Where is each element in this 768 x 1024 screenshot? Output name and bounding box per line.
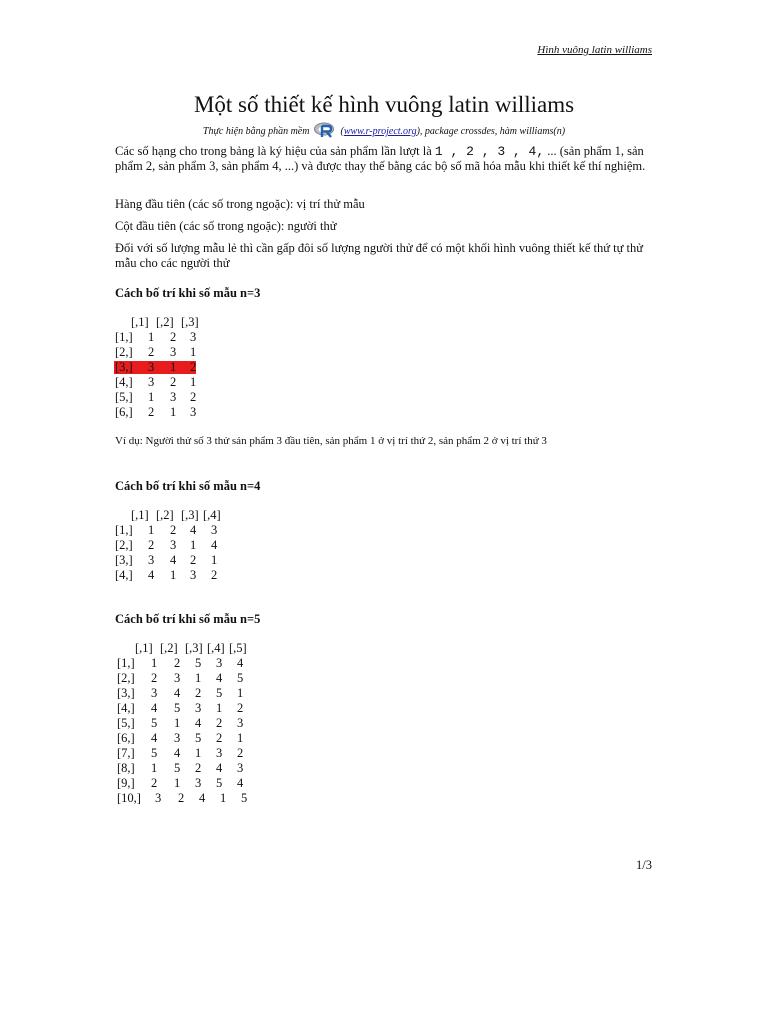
matrix-cell: 2 — [174, 656, 181, 670]
matrix-cell: 5 — [195, 656, 202, 670]
matrix-cell: 2 — [148, 345, 155, 359]
matrix-cell: 3 — [190, 330, 197, 344]
row-label: [3,] — [115, 553, 133, 567]
row-label: [5,] — [115, 390, 133, 404]
matrix-cell: 4 — [151, 731, 158, 745]
matrix-cell: 4 — [151, 701, 158, 715]
product-codes: 1 , 2 , 3 , 4, — [434, 144, 545, 159]
matrix-cell: 1 — [220, 791, 227, 805]
intro-paragraph-3: Cột đầu tiên (các số trong ngoặc): người thử — [115, 219, 337, 233]
intro-block — [115, 144, 655, 174]
matrix-cell: 5 — [174, 701, 181, 715]
column-header: [,2] — [160, 641, 178, 655]
matrix-cell: 3 — [190, 405, 197, 419]
row-label: [8,] — [117, 761, 135, 775]
row-label: [3,] — [115, 360, 133, 374]
intro-paragraph-2: Hàng đầu tiên (các số trong ngoặc): vị trí thử mẫu — [115, 197, 365, 211]
row-label: [4,] — [117, 701, 135, 715]
column-header: [,2] — [156, 315, 174, 329]
matrix-cell: 1 — [190, 375, 197, 389]
row-label: [9,] — [117, 776, 135, 790]
matrix-cell: 1 — [170, 568, 177, 582]
matrix-cell: 1 — [174, 776, 181, 790]
matrix-cell: 4 — [174, 686, 181, 700]
matrix-cell: 1 — [151, 761, 158, 775]
matrix-cell: 5 — [174, 761, 181, 775]
row-label: [10,] — [117, 791, 141, 805]
matrix-cell: 3 — [174, 671, 181, 685]
matrix-cell: 2 — [237, 746, 244, 760]
matrix-cell: 3 — [170, 390, 177, 404]
matrix-cell: 3 — [148, 375, 155, 389]
matrix-cell: 2 — [190, 553, 197, 567]
matrix-cell: 1 — [237, 731, 244, 745]
matrix-cell: 3 — [195, 701, 202, 715]
matrix-cell: 2 — [170, 375, 177, 389]
matrix-cell: 2 — [170, 330, 177, 344]
matrix-cell: 4 — [190, 523, 197, 537]
intro-text-b: ... (sản phẩm 1, sản phẩm 2, sản phẩm 3, sản phẩm 4, ...) và được thay thế bằng các bộ số mã hóa mẫu khi thiết kế thí nghiệm. — [115, 144, 646, 173]
matrix-cell: 3 — [237, 761, 244, 775]
matrix-cell: 5 — [237, 671, 244, 685]
matrix-cell: 3 — [190, 568, 197, 582]
matrix-cell: 1 — [170, 405, 177, 419]
matrix-cell: 1 — [148, 390, 155, 404]
intro-paragraph-1 — [115, 144, 655, 174]
row-label: [6,] — [117, 731, 135, 745]
matrix-cell: 2 — [216, 716, 223, 730]
matrix-cell: 5 — [195, 731, 202, 745]
column-header: [,1] — [131, 508, 149, 522]
matrix-cell: 4 — [216, 671, 223, 685]
row-label: [1,] — [117, 656, 135, 670]
matrix-cell: 1 — [216, 701, 223, 715]
matrix-cell: 1 — [170, 360, 177, 374]
matrix-cell: 1 — [237, 686, 244, 700]
matrix-cell: 3 — [195, 776, 202, 790]
section-heading-n3: Cách bố trí khi số mẫu n=3 — [115, 286, 261, 300]
matrix-cell: 4 — [216, 761, 223, 775]
matrix-cell: 1 — [174, 716, 181, 730]
matrix-cell: 3 — [216, 746, 223, 760]
matrix-cell: 2 — [216, 731, 223, 745]
column-header: [,4] — [207, 641, 225, 655]
row-label: [4,] — [115, 375, 133, 389]
subtitle-suffix: , package crossdes, hàm williams(n) — [419, 126, 566, 137]
page-title: Một số thiết kế hình vuông latin williams — [193, 92, 575, 117]
row-label: [1,] — [115, 330, 133, 344]
intro-paragraph-4: Đối với số lượng mẫu lẻ thì cần gấp đôi số lượng người thử để có một khối hình vuông thiết kế thứ tự thử mẫu cho các người thử — [115, 241, 643, 270]
running-header: Hình vuông latin williams — [537, 44, 652, 56]
matrix-cell: 2 — [178, 791, 185, 805]
matrix-cell: 2 — [237, 701, 244, 715]
matrix-cell: 3 — [174, 731, 181, 745]
row-label: [2,] — [117, 671, 135, 685]
matrix-cell: 1 — [190, 538, 197, 552]
column-header: [,2] — [156, 508, 174, 522]
subtitle-prefix: Thực hiện bằng phần mềm — [202, 126, 310, 137]
matrix-cell: 3 — [211, 523, 218, 537]
matrix-cell: 3 — [237, 716, 244, 730]
matrix-cell: 1 — [190, 345, 197, 359]
matrix-cell: 2 — [151, 776, 158, 790]
matrix-cell: 5 — [216, 686, 223, 700]
matrix-cell: 5 — [241, 791, 248, 805]
matrix-cell: 2 — [151, 671, 158, 685]
row-label: [4,] — [115, 568, 133, 582]
matrix-cell: 2 — [148, 538, 155, 552]
matrix-cell: 3 — [170, 345, 177, 359]
row-label: [5,] — [117, 716, 135, 730]
matrix-cell: 3 — [155, 791, 162, 805]
matrix-cell: 5 — [151, 716, 158, 730]
matrix-cell: 1 — [148, 330, 155, 344]
matrix-cell: 4 — [195, 716, 202, 730]
row-label: [1,] — [115, 523, 133, 537]
matrix-cell: 3 — [148, 360, 155, 374]
matrix-cell: 4 — [199, 791, 206, 805]
matrix-cell: 2 — [190, 360, 197, 374]
matrix-cell: 2 — [195, 686, 202, 700]
example-text: Ví dụ: Người thử số 3 thử sản phẩm 3 đầu tiên, sản phẩm 1 ở vị trí thứ 2, sản phẩm 2 ở vị trí thứ 3 — [115, 435, 547, 447]
matrix-cell: 4 — [174, 746, 181, 760]
matrix-cell: 4 — [237, 656, 244, 670]
column-header: [,3] — [185, 641, 203, 655]
matrix-cell: 1 — [195, 746, 202, 760]
matrix-cell: 4 — [148, 568, 155, 582]
row-label: [3,] — [117, 686, 135, 700]
section-heading-n4: Cách bố trí khi số mẫu n=4 — [115, 479, 261, 493]
column-header: [,5] — [229, 641, 247, 655]
matrix-cell: 2 — [170, 523, 177, 537]
matrix-cell: 3 — [216, 656, 223, 670]
matrix-cell: 2 — [190, 390, 197, 404]
matrix-cell: 2 — [148, 405, 155, 419]
matrix-cell: 1 — [151, 656, 158, 670]
row-label: [6,] — [115, 405, 133, 419]
r-project-link[interactable]: www.r-project.org — [343, 126, 417, 137]
column-header: [,4] — [203, 508, 221, 522]
matrix-cell: 3 — [151, 686, 158, 700]
column-header: [,1] — [131, 315, 149, 329]
column-header: [,3] — [181, 508, 199, 522]
matrix-cell: 4 — [237, 776, 244, 790]
matrix-cell: 4 — [170, 553, 177, 567]
matrix-cell: 5 — [151, 746, 158, 760]
subtitle: Thực hiện bằng phần mềm (www.r-project.org), package crossdes, hàm williams(n) — [0, 122, 768, 138]
page-number: 1/3 — [636, 858, 652, 872]
matrix-cell: 2 — [211, 568, 218, 582]
matrix-cell: 3 — [170, 538, 177, 552]
section-heading-n5: Cách bố trí khi số mẫu n=5 — [115, 612, 261, 626]
row-label: [2,] — [115, 538, 133, 552]
row-label: [7,] — [117, 746, 135, 760]
matrix-cell: 1 — [211, 553, 218, 567]
column-header: [,3] — [181, 315, 199, 329]
row-label: [2,] — [115, 345, 133, 359]
intro-text-a: Các số hạng cho trong bảng là ký hiệu của sản phẩm lần lượt là — [115, 144, 435, 158]
matrix-cell: 5 — [216, 776, 223, 790]
matrix-cell: 4 — [211, 538, 218, 552]
matrix-cell: 1 — [148, 523, 155, 537]
r-logo-icon — [314, 122, 336, 138]
matrix-cell: 3 — [148, 553, 155, 567]
matrix-cell: 1 — [195, 671, 202, 685]
matrix-cell: 2 — [195, 761, 202, 775]
column-header: [,1] — [135, 641, 153, 655]
